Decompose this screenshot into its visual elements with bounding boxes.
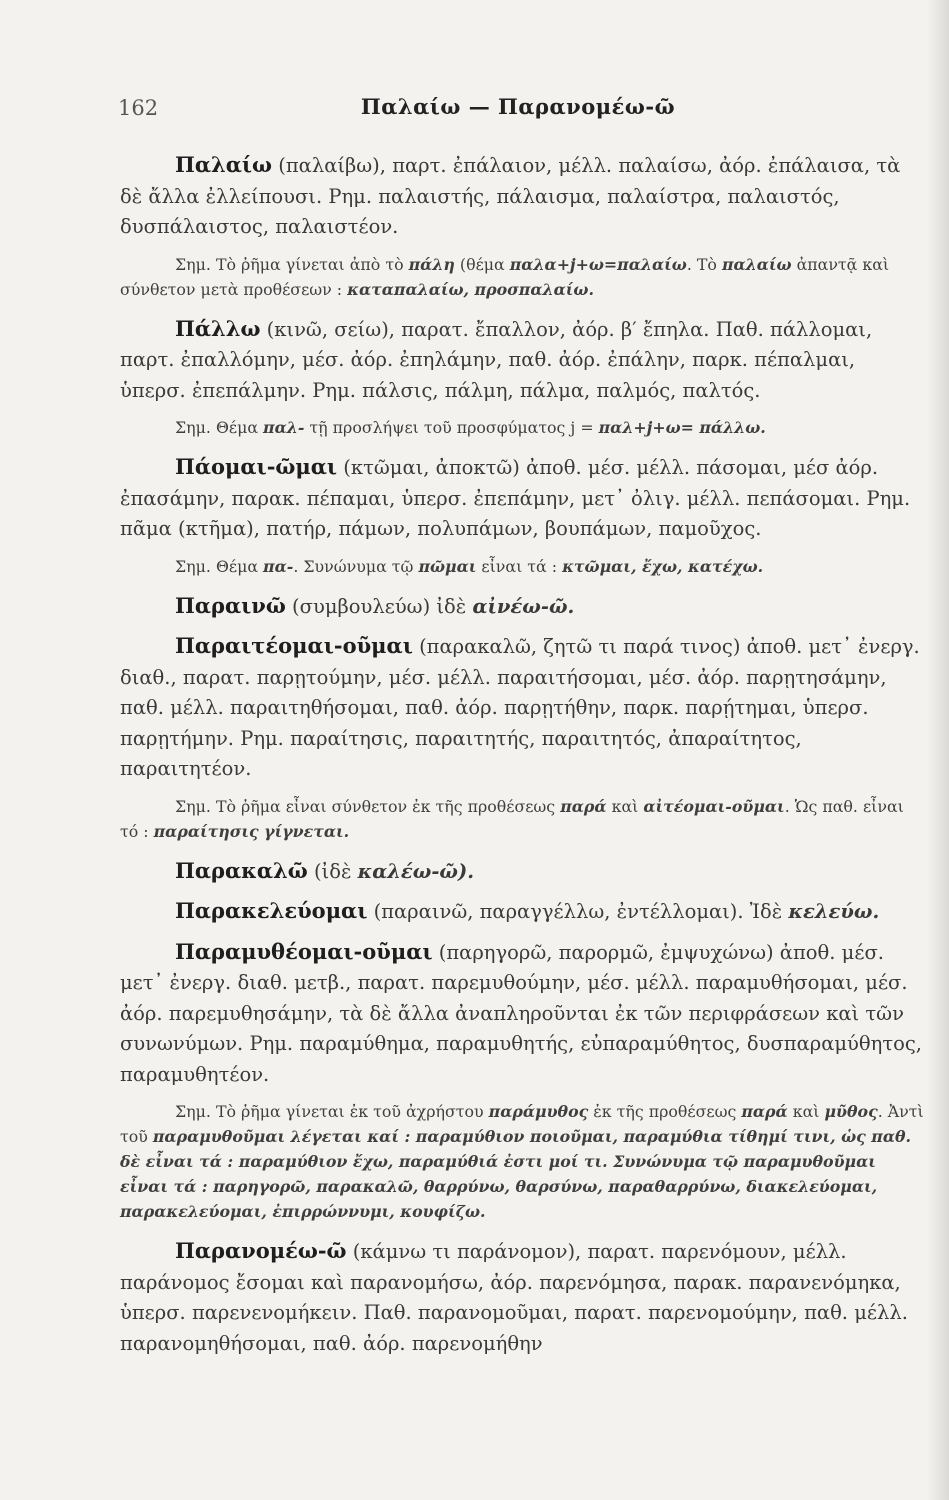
running-title: Παλαίω — Παρανομέω-ῶ	[360, 94, 676, 119]
note-italic: πα-	[263, 556, 294, 576]
note	[120, 554, 925, 579]
entry-text: (κινῶ, σείω), παρατ. ἔπαλλον, ἀόρ. β′ ἔπηλα. Παθ. πάλλομαι, παρτ. ἐπαλλόμην, μέσ. ἀόρ. ἐπηλάμην, παθ. ἀόρ. ἐπάλην, παρκ. πέπαλμαι, ὑπερσ. ἐπεπάλμην. Ρημ. πάλσις, πάλμη, πάλμα, παλμός, παλτός.	[120, 317, 873, 402]
dictionary-body	[120, 150, 925, 1368]
entry-paraiteomai	[120, 631, 925, 785]
entry-text: (παρακαλῶ, ζητῶ τι παρά τινος) ἀποθ. μετ᾽ ἐνεργ. διαθ., παρατ. παρῃτούμην, μέσ. μέλλ. παραιτήσομαι, μέσ. ἀόρ. παρῃτησάμην, παθ. μέλλ. παραιτηθήσομαι, παθ. ἀόρ. παρῃτήθην, παρκ. παρῄτημαι, ὑπερσ. παρῃτήμην. Ρημ. παραίτησις, παραιτητής, παραιτητός, ἀπαραίτητος, παραιτητέον.	[120, 635, 920, 780]
note-text: εἶναι τά :	[476, 556, 563, 576]
lemma: Παραμυθέομαι-οῦμαι	[175, 938, 433, 964]
entry-pallo	[120, 314, 925, 407]
lemma: Παραιτέομαι-οῦμαι	[175, 633, 413, 658]
entry-text: (παραινῶ, παραγγέλλω, ἐντέλλομαι). Ἰδὲ	[367, 900, 789, 923]
note	[120, 252, 925, 302]
entry-text: (ἰδὲ	[307, 859, 358, 883]
note-text: Σημ. Τὸ ῥῆμα γίνεται ἐκ τοῦ ἀχρήστου	[175, 1102, 489, 1121]
note-text: τῇ προσλήψει τοῦ προσφύματος j =	[304, 418, 599, 437]
note-italic: παλ-	[263, 418, 305, 437]
note-text: Σημ. Θέμα	[175, 556, 264, 576]
note-italic: λέγεται καί : παραμύθιον ποιοῦμαι, παραμύθια τίθημί τινι, ὡς παθ. δὲ εἶναι τά : παραμύθιον ἔχω, παραμύθιά ἐστι μοί τι. Συνώνυμα τῷ παραμυθοῦμαι εἶναι τά : παρηγορῶ, παρακαλῶ, θαρρύνω, θαρσύνω, παραθαρρύνω, διακελεύομαι, παρακελεύομαι, ἐπιρρώννυμι, κουφίζω.	[120, 1127, 912, 1221]
note-text: . Ἀντὶ τοῦ	[120, 1102, 924, 1146]
note-italic: παλαίω	[721, 254, 792, 274]
cross-reference: κελεύω.	[788, 900, 880, 923]
note-italic: πῶμαι	[418, 556, 477, 576]
note-text: . Συνώνυμα τῷ	[293, 556, 419, 576]
note-text: ἀπαντᾷ καὶ σύνθετον μετὰ προθέσεων :	[120, 254, 890, 299]
note-text: . Τὸ	[686, 254, 722, 274]
lemma: Παρανομέω-ῶ	[175, 1238, 347, 1263]
note	[120, 415, 925, 440]
page-edge-shadow	[927, 0, 949, 1500]
note-italic: παραίτησις γίγνεται.	[153, 821, 350, 841]
note-text: ἐκ τῆς προθέσεως	[588, 1102, 742, 1121]
note-italic: παρά	[560, 796, 607, 816]
entry-parainō	[120, 591, 925, 623]
lemma: Παρακελεύομαι	[175, 898, 368, 923]
entry-paramytheomai	[120, 937, 925, 1091]
note-text: Σημ. Τὸ ῥῆμα γίνεται ἀπὸ τὸ	[175, 254, 409, 274]
note-text: (θέμα	[454, 254, 510, 274]
lemma: Παραινῶ	[175, 592, 286, 618]
note-italic: παλ+j+ω= πάλλω.	[598, 418, 766, 437]
note-italic: κτῶμαι, ἔχω, κατέχω.	[562, 556, 764, 576]
note-text: Σημ. Τὸ ῥῆμα εἶναι σύνθετον ἐκ τῆς προθέσεως	[175, 796, 561, 816]
entry-paranomeo	[120, 1236, 925, 1359]
entry-text: (κάμνω τι παράνομον), παρατ. παρενόμουν, μέλλ. παράνομος ἔσομαι καὶ παρανομήσω, ἀόρ. παρενόμησα, παρακ. παρανενόμηκα, ὑπερσ. παρενενομήκειν. Παθ. παρανομοῦμαι, παρατ. παρενομούμην, παθ. μέλλ. παρανομηθήσομαι, παθ. ἀόρ. παρενομήθην	[120, 1240, 908, 1355]
note-italic: μῦθος	[824, 1102, 878, 1121]
entry-parakeleuomai	[120, 896, 925, 928]
page-number: 162	[118, 96, 159, 120]
note	[120, 1099, 925, 1224]
note-text: καὶ	[606, 796, 644, 816]
note	[120, 794, 925, 844]
entry-text: (παρηγορῶ, παρορμῶ, ἐμψυχώνω) ἀποθ. μέσ. μετ᾽ ἐνεργ. διαθ. μετβ., παρατ. παρεμυθούμην, μέσ. μέλλ. παραμυθήσομαι, μέσ. ἀόρ. παρεμυθησάμην, τὰ δὲ ἄλλα ἀναπληροῦνται ἐκ τῶν περιφράσεων καὶ τῶν συνωνύμων. Ρημ. παραμύθημα, παραμυθητής, εὐπαραμύθητος, δυσπαραμύθητος, παραμυθητέον.	[120, 940, 922, 1086]
note-text: καὶ	[787, 1102, 825, 1121]
note-text: . Ὡς παθ. εἶναι τό :	[120, 796, 904, 841]
note-italic: καταπαλαίω, προσπαλαίω.	[347, 279, 594, 299]
entry-text: (κτῶμαι, ἀποκτῶ) ἀποθ. μέσ. μέλλ. πάσομαι, μέσ ἀόρ. ἐπασάμην, παρακ. πέπαμαι, ὑπερσ. ἐπεπάμην, μετ᾽ ὀλιγ. μέλλ. πεπάσομαι. Ρημ. πᾶμα (κτῆμα), πατήρ, πάμων, πολυπάμων, βουπάμων, παμοῦχος.	[120, 456, 911, 540]
note-italic: παράμυθος	[488, 1102, 589, 1121]
note-italic: αἰτέομαι-οῦμαι	[643, 796, 785, 816]
lemma: Παρακαλῶ	[175, 857, 308, 883]
entry-paomai	[120, 452, 925, 545]
note-text: Σημ. Θέμα	[175, 418, 264, 437]
note-italic: πάλη	[408, 254, 455, 274]
lemma: Παλαίω	[175, 152, 273, 177]
entry-text: (συμβουλεύω) ἰδὲ	[285, 594, 473, 618]
page-header	[118, 96, 918, 130]
cross-reference: καλέω-ῶ).	[357, 859, 474, 883]
entry-parakalo	[120, 856, 925, 888]
note-italic: παραμυθοῦμαι	[152, 1127, 286, 1146]
note-italic: παρά	[741, 1102, 788, 1121]
lemma: Πάομαι-ῶμαι	[175, 454, 338, 479]
note-italic: παλα+j+ω=παλαίω	[509, 254, 687, 274]
lemma: Πάλλω	[175, 315, 261, 341]
entry-text: (παλαίβω), παρτ. ἐπάλαιον, μέλλ. παλαίσω, ἀόρ. ἐπάλαισα, τὰ δὲ ἄλλα ἐλλείπουσι. Ρημ. παλαιστής, πάλαισμα, παλαίστρα, παλαιστός, δυσπάλαιστος, παλαιστέον.	[120, 154, 901, 238]
cross-reference: αἰνέω-ῶ.	[472, 594, 575, 618]
entry-palaio	[120, 150, 925, 243]
